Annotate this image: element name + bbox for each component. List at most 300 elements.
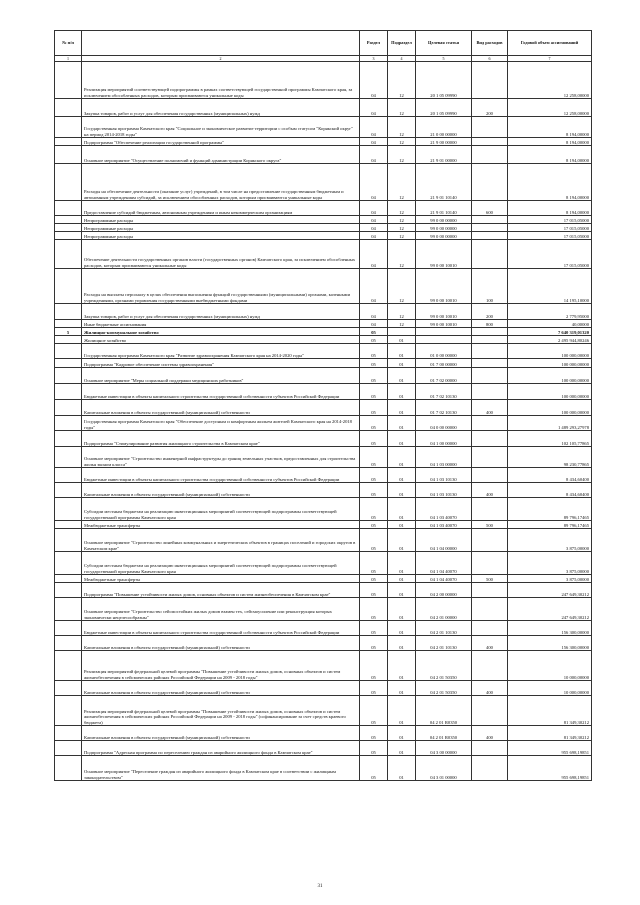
row-podrazdel: 12	[388, 224, 416, 232]
table-row	[55, 138, 592, 146]
row-name: Обеспечение деятельности государственных органов власти (государственных органов) Камчатского края, за исключением обособленных расходов, которым присваиваются уникальные коды	[82, 240, 360, 269]
row-podrazdel: 01	[388, 521, 416, 529]
row-name: Основное мероприятие "Переселение граждан из аварийного жилищного фонда в Камчатском крае в соответствии с жилищным законодательством"	[82, 756, 360, 781]
row-name: Государственная программа Камчатского края "Развитие здравоохранения Камчатского края на 2014-2020 годы"	[82, 344, 360, 359]
row-podrazdel: 12	[388, 117, 416, 138]
row-annual-sum: 2 495 944,80246	[508, 336, 592, 344]
row-target-article: 01 7 02 10130	[416, 400, 472, 416]
row-name: Основное мероприятие "Строительство инженерной инфраструктуры до границ земельных участков, предоставленных для строительства жилья эконом класса"	[82, 447, 360, 468]
row-expense-type: 400	[472, 483, 508, 498]
row-annual-sum: 247 649,30212	[508, 598, 592, 621]
row-annual-sum: 955 698,19851	[508, 756, 592, 781]
row-target-article: 21 9 01 10140	[416, 164, 472, 201]
table-row	[55, 232, 592, 240]
row-expense-type	[472, 336, 508, 344]
table-row	[55, 483, 592, 498]
row-target-article: 04 1 03 00000	[416, 447, 472, 468]
table-row	[55, 651, 592, 681]
row-target-article: 99 0 00 10010	[416, 320, 472, 328]
row-razdel: 04	[360, 146, 388, 164]
row-number	[55, 224, 82, 232]
row-number	[55, 216, 82, 224]
row-annual-sum: 8 194,00000	[508, 117, 592, 138]
row-number	[55, 99, 82, 117]
row-expense-type	[472, 117, 508, 138]
row-annual-sum: 98 230,77865	[508, 447, 592, 468]
row-annual-sum: 10 000,00000	[508, 651, 592, 681]
row-number	[55, 232, 82, 240]
row-name: Субсидии местным бюджетам на реализацию инвестиционных мероприятий соответствующей подпрограммы соответствующей государственной программы Камчатского края	[82, 552, 360, 575]
table-row	[55, 741, 592, 756]
row-annual-sum: 17 015,05000	[508, 216, 592, 224]
table-row	[55, 621, 592, 636]
row-podrazdel: 12	[388, 146, 416, 164]
row-razdel: 04	[360, 304, 388, 320]
row-expense-type	[472, 344, 508, 359]
row-name: Бюджетные инвестиции в объекты капитального строительства государственной собственности субъектов Российской Федерации	[82, 621, 360, 636]
row-target-article: 04 2 01 10130	[416, 636, 472, 651]
row-name: Бюджетные инвестиции в объекты капитального строительства государственной собственности субъектов Российской Федерации	[82, 384, 360, 400]
row-expense-type	[472, 328, 508, 336]
row-razdel: 04	[360, 117, 388, 138]
row-podrazdel: 01	[388, 583, 416, 598]
row-number	[55, 696, 82, 726]
column-index: 6	[472, 56, 508, 62]
table-row	[55, 575, 592, 583]
row-name: Непрограммные расходы	[82, 232, 360, 240]
row-number	[55, 756, 82, 781]
row-target-article: 21 0 00 00000	[416, 117, 472, 138]
row-podrazdel: 01	[388, 529, 416, 552]
row-expense-type	[472, 164, 508, 201]
row-target-article: 04 1 03 10130	[416, 483, 472, 498]
row-name: Жилищное хозяйство	[82, 336, 360, 344]
row-podrazdel: 12	[388, 164, 416, 201]
row-podrazdel: 01	[388, 447, 416, 468]
row-podrazdel: 12	[388, 201, 416, 216]
row-target-article: 04 2 01 00000	[416, 598, 472, 621]
row-annual-sum: 2 779,95000	[508, 304, 592, 320]
row-name: Непрограммные расходы	[82, 224, 360, 232]
row-name: Расходы на выплаты персоналу в целях обеспечения выполнения функций государственными (муниципальными) органами, казенными учреждениями, органами управления государственными внебюджетными фондами	[82, 269, 360, 304]
header-row	[55, 31, 592, 56]
row-razdel: 05	[360, 741, 388, 756]
row-expense-type	[472, 529, 508, 552]
row-razdel: 05	[360, 529, 388, 552]
row-annual-sum: 100 000,00000	[508, 344, 592, 359]
row-expense-type: 200	[472, 304, 508, 320]
row-number: 5	[55, 328, 82, 336]
row-number	[55, 240, 82, 269]
row-target-article: 04 2 01 50350	[416, 681, 472, 696]
row-podrazdel: 01	[388, 416, 416, 431]
row-number	[55, 304, 82, 320]
row-podrazdel: 01	[388, 575, 416, 583]
row-name: Государственная программа Камчатского края "Обеспечение доступным и комфортным жильем жителей Камчатского края на 2014-2018 годы"	[82, 416, 360, 431]
row-number	[55, 138, 82, 146]
row-name: Закупка товаров, работ и услуг для обеспечения государственных (муниципальных) нужд	[82, 99, 360, 117]
row-podrazdel: 01	[388, 336, 416, 344]
row-annual-sum: 247 649,30212	[508, 583, 592, 598]
row-expense-type	[472, 384, 508, 400]
row-target-article: 04 2 01 10130	[416, 621, 472, 636]
row-number	[55, 344, 82, 359]
table-row	[55, 62, 592, 99]
row-expense-type: 800	[472, 320, 508, 328]
row-number	[55, 320, 82, 328]
table-row	[55, 368, 592, 384]
row-razdel: 04	[360, 164, 388, 201]
table-row	[55, 636, 592, 651]
row-annual-sum: 8 194,00000	[508, 138, 592, 146]
row-number	[55, 400, 82, 416]
row-expense-type	[472, 583, 508, 598]
row-target-article	[416, 328, 472, 336]
row-annual-sum: 8 194,00000	[508, 201, 592, 216]
row-razdel: 04	[360, 240, 388, 269]
row-target-article: 04 1 04 40070	[416, 575, 472, 583]
row-expense-type	[472, 62, 508, 99]
row-podrazdel: 01	[388, 741, 416, 756]
row-name: Государственная программа Камчатского края "Социальное и экономическое развитие территории с особым статусом "Корякский округ" на период 2014-2018 годы"	[82, 117, 360, 138]
row-target-article: 99 0 00 10010	[416, 304, 472, 320]
table-row	[55, 529, 592, 552]
table-row	[55, 431, 592, 447]
row-target-article: 20 1 05 09990	[416, 99, 472, 117]
table-row	[55, 99, 592, 117]
table-row	[55, 681, 592, 696]
row-razdel: 05	[360, 498, 388, 521]
row-razdel: 04	[360, 232, 388, 240]
row-razdel: 04	[360, 320, 388, 328]
row-podrazdel: 01	[388, 368, 416, 384]
row-razdel: 05	[360, 384, 388, 400]
header-annual-sum: Годовой объем ассигнований	[508, 31, 592, 56]
header-target-article: Целевая статья	[416, 31, 472, 56]
row-annual-sum: 100 000,00000	[508, 359, 592, 368]
row-podrazdel: 01	[388, 483, 416, 498]
row-name: Основное мероприятие "Строительство линейных коммунальных и энергетических объектов в границах поселений и городских округов в Камчатском крае"	[82, 529, 360, 552]
row-annual-sum: 1 489 293,27978	[508, 416, 592, 431]
row-annual-sum: 40,00000	[508, 320, 592, 328]
table-row	[55, 224, 592, 232]
row-podrazdel	[388, 328, 416, 336]
table-row	[55, 359, 592, 368]
table-row	[55, 468, 592, 483]
row-podrazdel: 01	[388, 621, 416, 636]
row-razdel: 05	[360, 621, 388, 636]
row-podrazdel: 12	[388, 62, 416, 99]
row-name: Жилищно-коммунальное хозяйство	[82, 328, 360, 336]
row-annual-sum: 8 194,00000	[508, 164, 592, 201]
row-expense-type	[472, 368, 508, 384]
row-number	[55, 359, 82, 368]
row-podrazdel: 01	[388, 726, 416, 741]
row-annual-sum: 17 015,05000	[508, 240, 592, 269]
row-number	[55, 336, 82, 344]
row-annual-sum: 17 015,05000	[508, 224, 592, 232]
table-row	[55, 498, 592, 521]
row-expense-type	[472, 498, 508, 521]
row-number	[55, 483, 82, 498]
row-name: Основное мероприятие "Меры социальной поддержки медицинских работников"	[82, 368, 360, 384]
row-razdel: 04	[360, 201, 388, 216]
row-name: Капитальные вложения в объекты государственной (муниципальной) собственности	[82, 483, 360, 498]
row-expense-type	[472, 146, 508, 164]
row-razdel: 05	[360, 431, 388, 447]
row-annual-sum: 3 875,00000	[508, 552, 592, 575]
row-name: Подпрограмма "Кадровое обеспечение системы здравоохранения"	[82, 359, 360, 368]
row-name: Подпрограмма "Адресная программа по переселению граждан из аварийного жилищного фонда в Камчатском крае"	[82, 741, 360, 756]
row-annual-sum: 156 300,00000	[508, 636, 592, 651]
row-razdel: 05	[360, 344, 388, 359]
row-podrazdel: 01	[388, 431, 416, 447]
row-expense-type: 400	[472, 636, 508, 651]
column-index: 7	[508, 56, 592, 62]
row-number	[55, 368, 82, 384]
row-razdel: 05	[360, 552, 388, 575]
row-annual-sum: 12 258,00000	[508, 99, 592, 117]
row-target-article: 21 9 01 00000	[416, 146, 472, 164]
row-razdel: 05	[360, 336, 388, 344]
row-podrazdel: 01	[388, 468, 416, 483]
row-annual-sum: 3 875,00000	[508, 529, 592, 552]
row-podrazdel: 12	[388, 216, 416, 224]
table-row	[55, 583, 592, 598]
row-number	[55, 741, 82, 756]
row-expense-type	[472, 696, 508, 726]
row-name: Иные бюджетные ассигнования	[82, 320, 360, 328]
row-number	[55, 583, 82, 598]
header-podrazdel: Подраздел	[388, 31, 416, 56]
row-target-article: 04 1 00 00000	[416, 431, 472, 447]
row-number	[55, 726, 82, 741]
table-row	[55, 216, 592, 224]
row-annual-sum: 100 000,00000	[508, 368, 592, 384]
row-target-article: 04 2 01 R0350	[416, 726, 472, 741]
row-podrazdel: 01	[388, 696, 416, 726]
column-index: 3	[360, 56, 388, 62]
row-number	[55, 269, 82, 304]
row-expense-type	[472, 552, 508, 575]
row-annual-sum: 8 194,00000	[508, 146, 592, 164]
row-target-article: 04 0 00 00000	[416, 416, 472, 431]
row-target-article: 04 1 04 00000	[416, 529, 472, 552]
row-razdel: 05	[360, 328, 388, 336]
row-expense-type: 100	[472, 269, 508, 304]
row-number	[55, 468, 82, 483]
row-razdel: 05	[360, 416, 388, 431]
row-number	[55, 651, 82, 681]
row-podrazdel: 12	[388, 269, 416, 304]
row-name: Капитальные вложения в объекты государственной (муниципальной) собственности	[82, 636, 360, 651]
row-razdel: 05	[360, 368, 388, 384]
table-row	[55, 598, 592, 621]
row-name: Капитальные вложения в объекты государственной (муниципальной) собственности	[82, 726, 360, 741]
table-row	[55, 400, 592, 416]
table-row	[55, 240, 592, 269]
row-name: Межбюджетные трансферты	[82, 521, 360, 529]
row-target-article: 04 2 01 R0350	[416, 696, 472, 726]
row-razdel: 04	[360, 216, 388, 224]
row-expense-type	[472, 240, 508, 269]
header-expense-type: Вид расходов	[472, 31, 508, 56]
row-target-article: 04 1 04 40070	[416, 552, 472, 575]
row-expense-type	[472, 468, 508, 483]
row-expense-type: 600	[472, 201, 508, 216]
row-target-article: 21 9 01 10140	[416, 201, 472, 216]
row-podrazdel: 12	[388, 240, 416, 269]
row-annual-sum: 81 349,30212	[508, 726, 592, 741]
row-number	[55, 681, 82, 696]
row-podrazdel: 01	[388, 344, 416, 359]
row-annual-sum: 81 349,30212	[508, 696, 592, 726]
row-target-article: 01 0 00 00000	[416, 344, 472, 359]
row-annual-sum: 7 640 319,01320	[508, 328, 592, 336]
row-number	[55, 521, 82, 529]
table-row	[55, 696, 592, 726]
row-number	[55, 62, 82, 99]
row-target-article: 04 1 03 40070	[416, 521, 472, 529]
row-name: Подпрограмма "Обеспечение реализации государственной программы"	[82, 138, 360, 146]
header-num: № п/п	[55, 31, 82, 56]
row-name: Реализация мероприятий федеральной целевой программы "Повышение устойчивости жилых домов, основных объектов и систем жизнеобеспечения в сейсмических районах Российской Федерации на 2009 - 2018 годы"	[82, 651, 360, 681]
row-podrazdel: 01	[388, 636, 416, 651]
row-annual-sum: 3 875,00000	[508, 575, 592, 583]
row-name: Реализация мероприятий федеральной целевой программы "Повышение устойчивости жилых домов, основных объектов и систем жизнеобеспечения в сейсмических районах Российской Федерации на 2009 - 2018 годы" (софинансирование за счет средств краевого бюджета)	[82, 696, 360, 726]
row-annual-sum: 17 015,05000	[508, 232, 592, 240]
table-row	[55, 447, 592, 468]
row-target-article: 01 7 00 00000	[416, 359, 472, 368]
row-podrazdel: 12	[388, 304, 416, 320]
row-razdel: 05	[360, 447, 388, 468]
row-target-article: 04 3 00 00000	[416, 741, 472, 756]
row-annual-sum: 8 434,60400	[508, 483, 592, 498]
row-razdel: 04	[360, 62, 388, 99]
row-podrazdel: 01	[388, 598, 416, 621]
row-razdel: 04	[360, 269, 388, 304]
row-expense-type	[472, 359, 508, 368]
row-podrazdel: 12	[388, 232, 416, 240]
row-podrazdel: 01	[388, 681, 416, 696]
row-podrazdel: 01	[388, 756, 416, 781]
row-razdel: 04	[360, 224, 388, 232]
row-name: Непрограммные расходы	[82, 216, 360, 224]
row-expense-type: 400	[472, 681, 508, 696]
row-target-article: 04 1 03 40070	[416, 498, 472, 521]
row-annual-sum: 955 698,19851	[508, 741, 592, 756]
row-number	[55, 164, 82, 201]
row-expense-type: 400	[472, 400, 508, 416]
row-expense-type: 400	[472, 726, 508, 741]
row-podrazdel: 01	[388, 400, 416, 416]
row-name: Капитальные вложения в объекты государственной (муниципальной) собственности	[82, 400, 360, 416]
row-razdel: 05	[360, 583, 388, 598]
table-row	[55, 146, 592, 164]
row-target-article	[416, 336, 472, 344]
row-razdel: 05	[360, 468, 388, 483]
row-razdel: 04	[360, 138, 388, 146]
row-name: Подпрограмма "Повышение устойчивости жилых домов, основных объектов и систем жизнеобеспечения в Камчатском крае"	[82, 583, 360, 598]
table-row	[55, 521, 592, 529]
row-name: Закупка товаров, работ и услуг для обеспечения государственных (муниципальных) нужд	[82, 304, 360, 320]
row-razdel: 05	[360, 681, 388, 696]
row-number	[55, 529, 82, 552]
row-annual-sum: 14 195,10000	[508, 269, 592, 304]
table-row	[55, 336, 592, 344]
row-razdel: 05	[360, 726, 388, 741]
row-podrazdel: 01	[388, 359, 416, 368]
table-row	[55, 344, 592, 359]
row-annual-sum: 100 000,00000	[508, 400, 592, 416]
row-razdel: 05	[360, 400, 388, 416]
row-number	[55, 447, 82, 468]
row-target-article: 01 7 02 10130	[416, 384, 472, 400]
row-razdel: 05	[360, 359, 388, 368]
row-podrazdel: 01	[388, 384, 416, 400]
row-number	[55, 552, 82, 575]
row-number	[55, 621, 82, 636]
row-expense-type	[472, 416, 508, 431]
row-annual-sum: 156 300,00000	[508, 621, 592, 636]
row-target-article: 01 7 02 00000	[416, 368, 472, 384]
row-target-article: 99 0 00 10010	[416, 240, 472, 269]
row-name: Подпрограмма "Стимулирование развития жилищного строительства в Камчатском крае"	[82, 431, 360, 447]
table-row	[55, 726, 592, 741]
row-razdel: 05	[360, 521, 388, 529]
row-number	[55, 201, 82, 216]
row-expense-type	[472, 224, 508, 232]
row-annual-sum: 12 258,00000	[508, 62, 592, 99]
row-name: Реализация мероприятий соответствующей подпрограммы в рамках соответствующей государственной программы Камчатского края, за исключением обособленных расходов, которым присваиваются уникальные коды	[82, 62, 360, 99]
document-page	[54, 30, 591, 781]
row-target-article: 99 0 00 10010	[416, 269, 472, 304]
budget-table	[54, 30, 592, 781]
row-annual-sum: 100 000,00000	[508, 384, 592, 400]
row-target-article: 99 0 00 00000	[416, 232, 472, 240]
row-razdel: 04	[360, 99, 388, 117]
row-target-article: 04 3 01 00000	[416, 756, 472, 781]
row-expense-type: 500	[472, 575, 508, 583]
row-expense-type	[472, 741, 508, 756]
table-row	[55, 552, 592, 575]
row-expense-type	[472, 232, 508, 240]
row-name: Основное мероприятие "Осуществление полномочий и функций администрации Корякского округа"	[82, 146, 360, 164]
row-annual-sum: 89 796,17465	[508, 521, 592, 529]
row-name: Бюджетные инвестиции в объекты капитального строительства государственной собственности субъектов Российской Федерации	[82, 468, 360, 483]
table-row	[55, 164, 592, 201]
row-razdel: 05	[360, 598, 388, 621]
header-razdel: Раздел	[360, 31, 388, 56]
row-number	[55, 431, 82, 447]
row-number	[55, 575, 82, 583]
row-expense-type	[472, 651, 508, 681]
row-expense-type	[472, 216, 508, 224]
table-body	[55, 62, 592, 781]
table-row	[55, 201, 592, 216]
row-razdel: 05	[360, 483, 388, 498]
table-row	[55, 117, 592, 138]
column-index: 1	[55, 56, 82, 62]
row-razdel: 05	[360, 636, 388, 651]
row-number	[55, 636, 82, 651]
row-annual-sum: 8 434,60400	[508, 468, 592, 483]
row-number	[55, 384, 82, 400]
column-index: 5	[416, 56, 472, 62]
column-index: 2	[82, 56, 360, 62]
row-target-article: 04 2 01 50350	[416, 651, 472, 681]
row-podrazdel: 12	[388, 138, 416, 146]
